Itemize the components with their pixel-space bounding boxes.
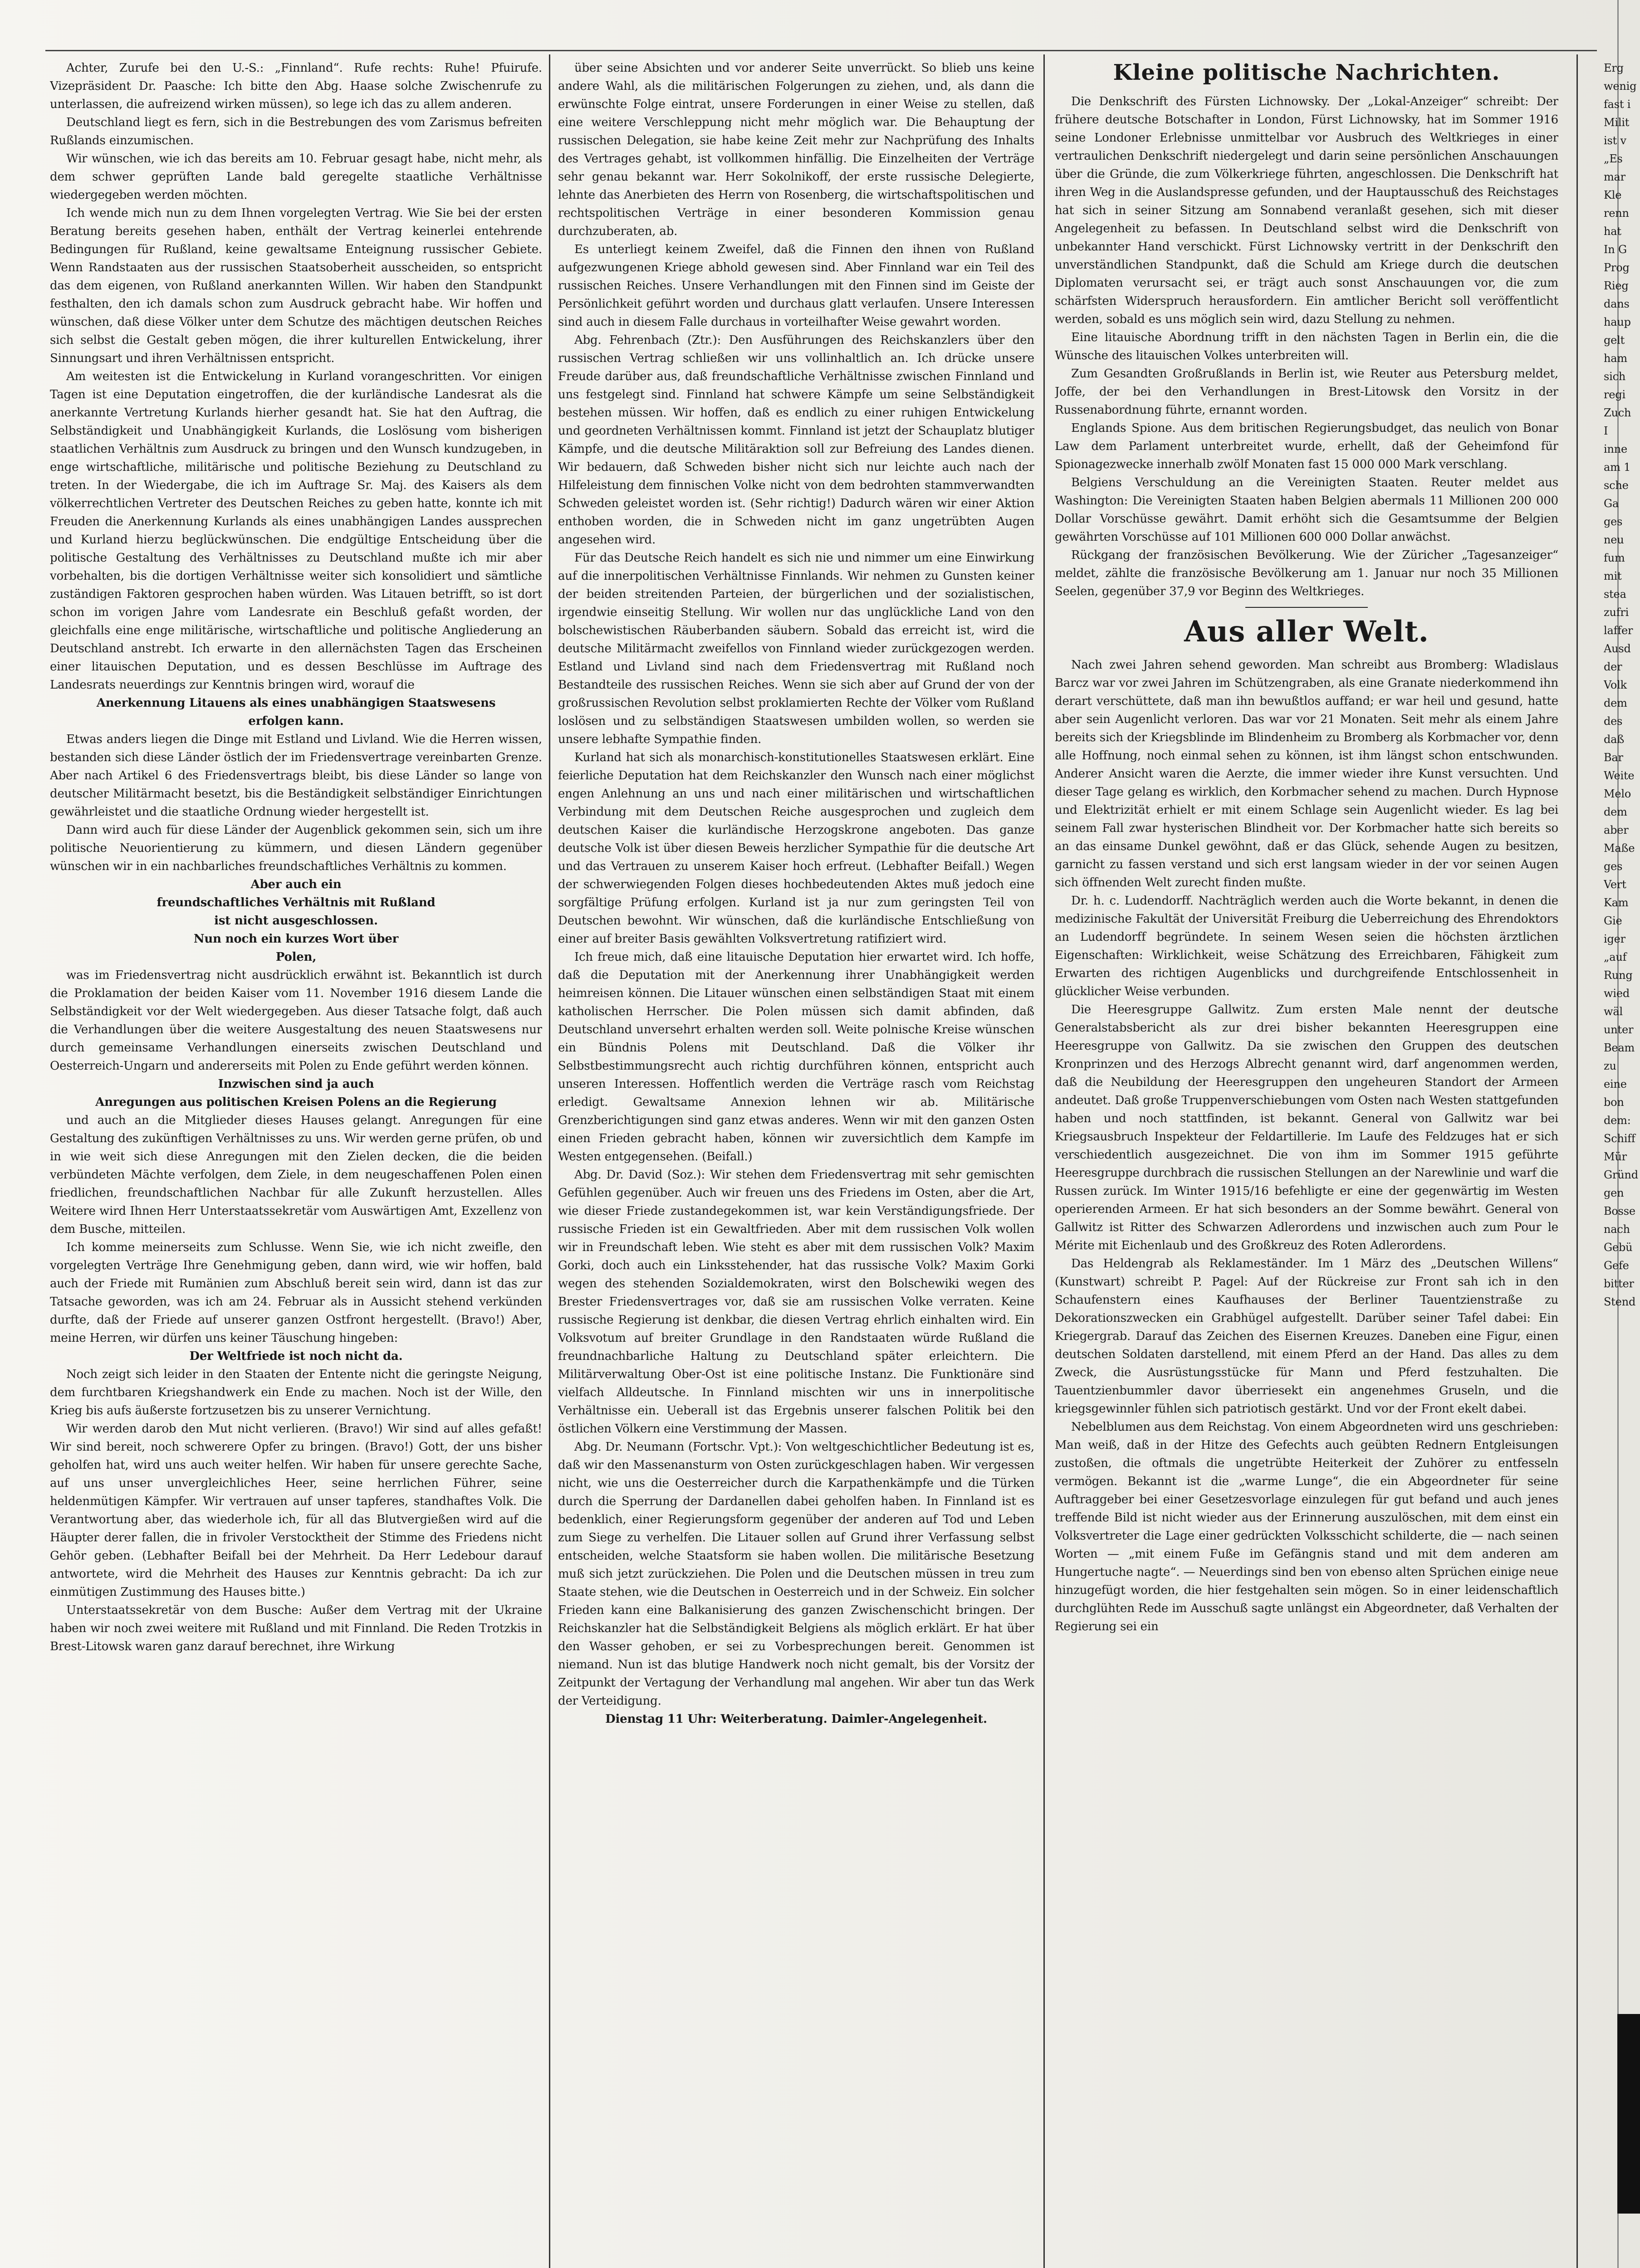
article-paragraph: Dienstag 11 Uhr: Weiterberatung. Daimler-Angelegenheit. <box>605 1712 987 1726</box>
cut-line-fragment: mit <box>1604 570 1622 582</box>
cut-line-fragment: renn <box>1604 207 1629 220</box>
cut-line-fragment: Kam <box>1604 896 1629 909</box>
article-paragraph: Abg. Dr. Neumann (Fortschr. Vpt.): Von weltgeschichtlicher Bedeutung ist es, daß wir den Massenansturm von Osten zurückgeschlagen haben. Wir vergessen nicht, wie uns die Oesterreicher durch die Karpathenkämpfe und die Türken durch die Sperrung der Dardanellen dabei geholfen haben. In Finnland ist es bedenklich, einer Regierungsform gegenüber der anderen auf Tod und Leben zum Siege zu verhelfen. Die Litauer sollen auf Grund ihrer Verfassung selbst entscheiden, welche Staatsform sie haben wollen. Die militärische Besetzung muß sich jetzt zurückziehen. Die Polen und die Deutschen müssen in treu zum Staate stehen, wie die Deutschen in Oesterreich und in der Schweiz. Ein solcher Frieden kann eine Balkanisierung des ganzen Zwischenschicht bringen. Der Reichskanzler hat die Selbständigkeit Belgiens als möglich erklärt. Er hat über den Wasser gehoben, er sei zu Vorbesprechungen bereit. Genommen ist niemand. Nun ist das blutige Handwerk noch nicht gemalt, bis der Vorsitz der Zeitpunkt der Vertagung der Verhandlung mal angehen. Wir aber tun das Werk der Verteidigung. <box>558 1440 1034 1708</box>
news-item: Die Denkschrift des Fürsten Lichnowsky. Der „Lokal-Anzeiger“ schreibt: Der frühere deutsche Botschafter in London, Fürst Lichnowsky, hat im Sommer 1916 seine Londoner Erlebnisse unmittelbar vor Ausbruch des Weltkrieges in einer vertraulichen Denkschrift niedergelegt und darin seine persönlichen Anschauungen über die Gründe, die zum Völkerkriege führten, angeschlossen. Die Denkschrift hat ihren Weg in die Auslandspresse gefunden, und der Hauptausschuß des Reichstages hat sich in seiner Sitzung am Sonnabend veranlaßt gesehen, sich mit dieser Angelegenheit zu befassen. In Deutschland selbst wird die Denkschrift von unbekannter Hand verschickt. Fürst Lichnowsky vertritt in der Denkschrift den unverständlichen Standpunkt, daß die Schuld am Kriege durch die deutschen Diplomaten verursacht sei, er trägt auch sonst Anschauungen vor, die zum schärfsten Widerspruch herausfordern. Ein amtlicher Bericht soll veröffentlicht werden, sobald es uns möglich sein wird, dazu Stellung zu nehmen. <box>1055 95 1558 326</box>
cut-line-fragment: dem <box>1604 806 1627 818</box>
cut-line-fragment: fast i <box>1604 98 1631 111</box>
news-item: Nebelblumen aus dem Reichstag. Von einem Abgeordneten wird uns geschrieben: Man weiß, daß in der Hitze des Gefechts auch geübten Rednern Entgleisungen zustoßen, die oftmals die ungetrübte Heiterkeit der Zuhörer zu entfesseln vermögen. Bekannt ist die „warme Lunge“, die ein Abgeordneter für seine Auftraggeber bei einer Gesetzesvorlage einzulegen für gut befand und auch jenes treffende Bild ist nicht wieder aus der Erinnerung auszulöschen, mit dem einst ein Volksvertreter die Lage einer gedrückten Volksschicht schilderte, die — nach seinen Worten — „mit einem Fuße im Gefängnis stand und mit dem anderen am Hungertuche nagte“. — Neuerdings sind ben von ebenso alten Sprüchen einige neue hinzugefügt worden, die hier festgehalten sein mögen. So in einer leidenschaftlich durchglühten Rede im Ausschuß sagte unlängst ein Abgeordneter, daß Verhalten der Regierung sei ein <box>1055 1420 1558 1633</box>
section-rule <box>1245 607 1368 608</box>
column-3 <box>1055 59 1558 2268</box>
article-paragraph: Es unterliegt keinem Zweifel, daß die Finnen den ihnen von Rußland aufgezwungenen Kriege abhold gewesen sind. Aber Finnland war ein Teil des russischen Reiches. Unsere Verhandlungen mit den Finnen sind im Geiste der Persönlichkeit geführt worden und durchaus glatt verlaufen. Unsere Interessen sind auch in diesem Falle durchaus in vorteilhafter Weise gewahrt worden. <box>558 243 1034 329</box>
cut-line-fragment: In G <box>1604 243 1627 256</box>
cut-line-fragment: nach <box>1604 1223 1630 1236</box>
article-paragraph: Inzwischen sind ja auch <box>218 1077 374 1091</box>
cut-line-fragment: Erg <box>1604 62 1624 74</box>
political-news-list <box>1055 93 1558 601</box>
news-item: Nach zwei Jahren sehend geworden. Man schreibt aus Bromberg: Wladislaus Barcz war vor zwei Jahren im Schützengraben, als eine Granate niederkommend ihn derart verschüttete, daß man ihn bewußtlos auffand; er war heil und gesund, hatte aber sein Augenlicht verloren. Das war vor 21 Monaten. Seit mehr als einem Jahre bereits sich der Kriegsblinde im Blindenheim zu Bromberg als Korbmacher vor, denn alle Hoffnung, noch einmal sehen zu können, ist ihm längst schon entschwunden. Anderer Ansicht waren die Aerzte, die immer wieder ihre Kunst versuchten. Und dieser Tage gelang es wirklich, den Korbmacher sehend zu machen. Durch Hypnose und Elektrizität erhielt er mit einem Schlage sein Augenlicht wieder. Es lag bei seinem Fall zwar hysterischen Blindheit vor. Der Korbmacher hatte sich bereits so an das einsame Dunkel gewöhnt, daß er das Glück, sehende Augen zu besitzen, garnicht zu fassen verstand und sich erst langsam wieder in der vor seinen Augen sich öffnenden Welt zurecht finden mußte. <box>1055 658 1558 890</box>
article-paragraph: Etwas anders liegen die Dinge mit Estland und Livland. Wie die Herren wissen, bestanden sich diese Länder östlich der im Friedensvertrage vereinbarten Grenze. Aber nach Artikel 6 des Friedensvertrags bleibt, bis diese Länder so lange von deutscher Militärmacht besetzt, bis die Beständigkeit selbständiger Einrichtungen gewährleistet und die staatliche Ordnung wieder hergestellt ist. <box>50 733 542 819</box>
article-paragraph: Aber auch ein <box>250 878 342 891</box>
cut-line-fragment: stea <box>1604 588 1626 601</box>
cut-line-fragment: Stend <box>1604 1295 1636 1308</box>
article-paragraph: Anerkennung Litauens als eines unabhängigen Staatswesens <box>96 696 496 710</box>
article-paragraph: ist nicht ausgeschlossen. <box>214 914 378 928</box>
cut-line-fragment: Weite <box>1604 769 1635 782</box>
article-paragraph: Abg. Dr. David (Soz.): Wir stehen dem Friedensvertrag mit sehr gemischten Gefühlen gegenüber. Auch wir freuen uns des Friedens im Osten, aber die Art, wie dieser Friede zustandegekommen ist, war kein Verständigungsfriede. Der russische Frieden ist ein Gewaltfrieden. Aber mit dem russischen Volk wollen wir in Freundschaft leben. Wie steht es aber mit dem russischen Volk? Maxim Gorki, doch auch ein Linksstehender, hat das russische Volk? Maxim Gorki wegen des stehenden Sozialdemokraten, wirst den Bolschewiki wegen des Brester Friedensvertrages vor, daß sie am russischen Volke verraten. Keine russische Regierung ist denkbar, die diesen Vertrag ehrlich einhalten wird. Ein Volksvotum auf breiter Grundlage in den Randstaaten würde Rußland die freundnachbarliche Haltung zu Deutschland später erleichtern. Die Militärverwaltung Ober-Ost ist eine politische Instanz. Die Funktionäre sind vielfach Alldeutsche. In Finnland mischten wir uns in innerpolitische Verhältnisse ein. Ueberall ist das Ergebnis unserer falschen Politik bei den östlichen Völkern eine Verstimmung der Massen. <box>558 1168 1034 1436</box>
cut-line-fragment: laffer <box>1604 624 1633 637</box>
cut-line-fragment: wenig <box>1604 80 1637 93</box>
cut-line-fragment: mar <box>1604 171 1625 183</box>
world-news-list <box>1055 656 1558 1636</box>
article-paragraph: Am weitesten ist die Entwickelung in Kurland vorangeschritten. Vor einigen Tagen ist eine Deputation eingetroffen, die der kurländische Landesrat als die anerkannte Vertretung Kurlands hierher gesandt hat. Sie hat den Auftrag, die Selbständigkeit und Unabhängigkeit Kurlands, die Loslösung vom bisherigen staatlichen Verhältnis zum Ausdruck zu bringen und den Wunsch kundzugeben, in enge wirtschaftliche, militärische und politische Beziehung zu Deutschland zu treten. In der Wiedergabe, die ich im Auftrage Sr. Maj. des Kaisers als dem völkerrechtlichen Vertreter des Deutschen Reiches zu geben hatte, konnte ich mit Freuden die Anerkennung Kurlands als eines unabhängigen Landes aussprechen und Kurland hierzu beglückwünschen. Die endgültige Entscheidung über die politische Gestaltung des Verhältnisses zu Deutschland mußte ich mir aber vorbehalten, bis die dortigen Verhältnisse weiter sich konsolidiert und sämtliche zuständigen Faktoren gesprochen haben würden. Was Litauen betrifft, so ist dort schon im vorigen Jahre vom Landesrate ein Beschluß gefaßt worden, der gleichfalls eine enge militärische, wirtschaftliche und politische Angliederung an Deutschland anstrebt. Ich erwarte in den allernächsten Tagen das Erscheinen einer litauischen Deputation, und es dessen Beschlüsse im Auftrage des Landesrats neuerdings zur Kenntnis bringen wird, worauf die <box>50 370 542 692</box>
cut-line-fragment: Gie <box>1604 914 1622 927</box>
article-paragraph: Ich wende mich nun zu dem Ihnen vorgelegten Vertrag. Wie Sie bei der ersten Beratung bereits gesehen haben, enthält der Vertrag keinerlei entehrende Bedingungen für Rußland, keine gewaltsame Enteignung russischer Gebiete. Wenn Randstaaten aus der russischen Staatsoberheit ausscheiden, so entspricht das dem eigenen, von Rußland anerkannten Willen. Wir haben den Standpunkt festhalten, den ich damals schon zum Ausdruck gebracht habe. Wir hoffen und wünschen, daß diese Völker unter dem Schutze des mächtigen deutschen Reiches sich selbst die Gestalt geben mögen, die ihrer kulturellen Entwickelung, ihrer Sinnungsart und ihren Verhältnissen entspricht. <box>50 206 542 365</box>
cut-line-fragment: Gebü <box>1604 1241 1633 1254</box>
article-paragraph: Anregungen aus politischen Kreisen Polens an die Regierung <box>95 1095 497 1109</box>
news-item: Rückgang der französischen Bevölkerung. Wie der Züricher „Tagesanzeiger“ meldet, zählte die französische Bevölkerung am 1. Januar nur noch 35 Millionen Seelen, gegenüber 37,9 vor Beginn des Weltkrieges. <box>1055 548 1558 598</box>
article-paragraph: Noch zeigt sich leider in den Staaten der Entente nicht die geringste Neigung, dem furchtbaren Kriegshandwerk ein Ende zu machen. Noch ist der Wille, den Krieg bis aufs äußerste fortzusetzen bis zu unserer Vernichtung. <box>50 1368 542 1418</box>
article-paragraph: Ich freue mich, daß eine litauische Deputation hier erwartet wird. Ich hoffe, daß die Deputation mit der Anerkennung ihrer Unabhängigkeit werden heimreisen können. Die Litauer wünschen einen selbständigen Staat mit einem katholischen Herrscher. Die Polen müssen sich damit abfinden, daß Deutschland unversehrt erhalten werden soll. Weite polnische Kreise wünschen ein Bündnis Polens mit Deutschland. Daß die Völker ihr Selbstbestimmungsrecht auch richtig durchführen können, entspricht auch unseren Interessen. Hoffentlich werden die Verträge rasch vom Reichstag erledigt. Gewaltsame Annexion lehnen wir ab. Militärische Grenzberichtigungen sind ganz etwas anderes. Wenn wir mit den ganzen Osten einen Frieden gebracht haben, können wir zuversichtlich dem Kampfe im Westen entgegensehen. (Beifall.) <box>558 950 1034 1163</box>
cut-line-fragment: Melo <box>1604 787 1631 800</box>
heading-kleine-politische-nachrichten: Kleine politische Nachrichten. <box>1113 60 1500 85</box>
cut-line-fragment: ham <box>1604 352 1627 365</box>
news-item: Zum Gesandten Großrußlands in Berlin ist, wie Reuter aus Petersburg meldet, Joffe, der bei den Verhandlungen in Brest-Litowsk den Vorsitz in der Russenabordnung führte, ernannt worden. <box>1055 367 1558 417</box>
cut-line-fragment: dem <box>1604 697 1627 709</box>
article-paragraph: Für das Deutsche Reich handelt es sich nie und nimmer um eine Einwirkung auf die innerpolitischen Verhältnisse Finnlands. Wir nehmen zu Gunsten keiner der beiden streitenden Parteien, der bürgerlichen und der sozialistischen, irgendwie einseitig Stellung. Wir wollen nur das unglückliche Land von den bolschewistischen Räuberbanden säubern. Sobald das erreicht ist, wird die deutsche Militärmacht zweifellos von Finnland wieder zurückgezogen werden. Estland und Livland sind nach dem Friedensvertrag mit Rußland noch Bestandteile des russischen Reiches. Wenn sie sich aber auf Grund der von der großrussischen Revolution selbst proklamierten Rechte der Völker vom Rußland loslösen und zu selbständigen Staatswesen umbilden wollen, so werden sie unsere lebhafte Sympathie finden. <box>558 551 1034 746</box>
article-paragraph: freundschaftliches Verhältnis mit Rußland <box>157 896 436 909</box>
article-paragraph: erfolgen kann. <box>248 714 344 728</box>
article-paragraph: Der Weltfriede ist noch nicht da. <box>189 1349 403 1363</box>
cut-line-fragment: gen <box>1604 1187 1624 1199</box>
cut-line-fragment: unter <box>1604 1023 1634 1036</box>
cut-line-fragment: Mür <box>1604 1150 1627 1163</box>
cut-line-fragment: Beam <box>1604 1041 1635 1054</box>
cut-line-fragment: des <box>1604 715 1623 728</box>
cut-line-fragment: am 1 <box>1604 461 1631 474</box>
cut-line-fragment: eine <box>1604 1078 1627 1090</box>
cut-line-fragment: bitter <box>1604 1277 1634 1290</box>
cut-line-fragment: Ausd <box>1604 642 1631 655</box>
cut-line-fragment: Maße <box>1604 842 1635 855</box>
cut-line-fragment: aber <box>1604 824 1629 836</box>
cut-line-fragment: inne <box>1604 443 1627 455</box>
cut-line-fragment: Schiff <box>1604 1132 1635 1145</box>
cut-line-fragment: Milit <box>1604 116 1630 129</box>
news-item: Belgiens Verschuldung an die Vereinigten Staaten. Reuter meldet aus Washington: Die Vereinigten Staaten haben Belgien abermals 11 Millionen 200 000 Dollar Vorschüsse gewährt. Damit erhöht sich die Gesamtsumme der Belgien gewährten Vorschüsse auf 101 Millionen 600 000 Dollar anwächst. <box>1055 476 1558 544</box>
cut-line-fragment: Rieg <box>1604 279 1629 292</box>
column-divider <box>1043 54 1045 2268</box>
cut-line-fragment: Gefe <box>1604 1259 1629 1272</box>
article-paragraph: über seine Absichten und vor anderer Seite unverrückt. So blieb uns keine andere Wahl, als die militärischen Folgerungen zu ziehen, und, als dann die erwünschte Folge eintrat, unsere Forderungen in einer Weise zu stellen, daß eine weitere Verschleppung nicht mehr möglich war. Die Behauptung der russischen Delegation, sie habe keine Zeit mehr zur Nachprüfung des Inhalts des Vertrages gehabt, ist vollkommen hinfällig. Die Einzelheiten der Verträge sehr genau bekannt war. Herr Sokolnikoff, der erste russische Delegierte, lehnte das Anerbieten des Herrn von Rosenberg, die wirtschaftspolitischen und rechtspolitischen Verträge in einer besonderen Kommission genau durchzuberaten, ab. <box>558 61 1034 238</box>
article-paragraph: Ich komme meinerseits zum Schlusse. Wenn Sie, wie ich nicht zweifle, den vorgelegten Verträge Ihre Genehmigung geben, dann wird, wie wir hoffen, bald auch der Friede mit Rumänien zum Abschluß bereit sein wird, dann ist das zur Tatsache geworden, was ich am 24. Februar als in Aussicht stehend verkünden durfte, daß der Friede auf unserer ganzen Ostfront hergestellt. (Bravo!) Aber, meine Herren, wir dürfen uns keiner Täuschung hingeben: <box>50 1241 542 1345</box>
article-paragraph: Dann wird auch für diese Länder der Augenblick gekommen sein, sich um ihre politische Neuorientierung zu kümmern, und diesen Ländern gegenüber wünschen wir in ein nachbarliches freundschaftliches Verhältnis zu kommen. <box>50 823 542 873</box>
cut-line-fragment: sich <box>1604 370 1626 383</box>
column-2 <box>558 59 1034 2268</box>
news-item: Eine litauische Abordnung trifft in den nächsten Tagen in Berlin ein, die die Wünsche des litauischen Volkes unterbreiten will. <box>1055 331 1558 362</box>
cut-line-fragment: dans <box>1604 298 1630 310</box>
article-paragraph: Polen, <box>275 950 317 964</box>
cut-line-fragment: ges <box>1604 515 1623 528</box>
black-advert-box <box>1617 2014 1640 2214</box>
cut-line-fragment: regi <box>1604 388 1625 401</box>
article-paragraph: was im Friedensvertrag nicht ausdrücklich erwähnt ist. Bekanntlich ist durch die Proklamation der beiden Kaiser vom 11. November 1916 diesem Lande die Selbständigkeit vor der Welt wiedergegeben. Aus dieser Tatsache folgt, daß auch die Verhandlungen über die weitere Ausgestaltung des neuen Staatswesens nur durch gemeinsame Verhandlungen einerseits zwischen Deutschland und Oesterreich-Ungarn und andererseits mit Polen zu Ende geführt werden können. <box>50 968 542 1073</box>
cut-line-fragment: hat <box>1604 225 1621 238</box>
news-item: Dr. h. c. Ludendorff. Nachträglich werden auch die Worte bekannt, in denen die medizinische Fakultät der Universität Freiburg die Ueberreichung des Ehrendoktors an Ludendorff begründete. In seinem Wesen seien die höchsten ärztlichen Eigenschaften: Wirklichkeit, weise Schätzung des Erreichbaren, Fähigkeit zum Erwarten des richtigen Augenblicks und durchgreifende Entschlossenheit in glücklicher Weise verbunden. <box>1055 894 1558 998</box>
news-item: Die Heeresgruppe Gallwitz. Zum ersten Male nennt der deutsche Generalstabsbericht als zur drei bisher bekannten Heeresgruppen eine Heeresgruppe von Gallwitz. Da sie zwischen den Gruppen des deutschen Kronprinzen und des Herzogs Albrecht genannt wird, darf angenommen werden, daß die Neubildung der Heeresgruppen den ungeheuren Standort der Armeen andeutet. Daß große Truppenverschiebungen vom Osten nach Westen stattgefunden haben und noch stattfinden, ist bekannt. General von Gallwitz war bei Kriegsausbruch Inspekteur der Feldartillerie. Im Laufe des Feldzuges hat er sich verschiedentlich ausgezeichnet. Die von ihm im Sommer 1915 geführte Heeresgruppe durchbrach die russischen Stellungen an der Narewlinie und warf die Russen zurück. Im Winter 1915/16 befehligte er eine der gegenwärtig im Westen operierenden Armeen. Er hat sich besonders an der Somme bewährt. General von Gallwitz ist Ritter des Schwarzen Adlerordens und inzwischen auch zum Pour le Mérite mit Eichenlaub und des Großkreuz des Roten Adlerordens. <box>1055 1003 1558 1252</box>
top-rule <box>45 50 1597 51</box>
cut-line-fragment: wied <box>1604 987 1630 1000</box>
article-paragraph: und auch an die Mitglieder dieses Hauses gelangt. Anregungen für eine Gestaltung des zukünftigen Verhältnisses zu uns. Wir werden gerne prüfen, ob und in wie weit sich diese Anregungen mit den Zielen decken, die die beiden verbündeten Mächte verfolgen, dem Ziele, in dem neugeschaffenen Polen einen friedlichen, freundschaftlichen Nachbar für alle Zukunft herzustellen. Alles Weitere wird Ihnen Herr Unterstaatssekretär vom Auswärtigen Amt, Exzellenz von dem Busche, mitteilen. <box>50 1114 542 1236</box>
column-divider <box>549 54 550 2268</box>
cut-line-fragment: sche <box>1604 479 1629 492</box>
cut-line-fragment: daß <box>1604 733 1625 746</box>
cut-line-fragment: iger <box>1604 933 1625 945</box>
news-item: Das Heldengrab als Reklameständer. Im 1 März des „Deutschen Willens“ (Kunstwart) schreibt P. Pagel: Auf der Rückreise zur Front sah ich in den Schaufenstern eines Kaufhauses der Berliner Tauentzienstraße zu Dekorationszwecken ein Grabhügel aufgestellt. Darüber seiner Tafel dabei: Ein Kriegergrab. Darauf das Zeichen des Eisernen Kreuzes. Daneben eine Figur, einen deutschen Soldaten darstellend, mit einem Pferd an der Hand. Das alles zu dem Zweck, die Ausrüstungsstücke für Mann und Pferd festzuhalten. Die Tauentzienbummler davor überriesekt ein angenehmes Gruseln, und die kriegsgewinnler fühlen sich patriotisch gestärkt. Und vor der Front ekelt dabei. <box>1055 1257 1558 1416</box>
cut-line-fragment: „auf <box>1604 951 1627 963</box>
cut-line-fragment: „Es <box>1604 152 1623 165</box>
cut-line-fragment: I <box>1604 425 1608 437</box>
article-paragraph: Wir werden darob den Mut nicht verlieren. (Bravo!) Wir sind auf alles gefaßt! Wir sind bereit, noch schwerere Opfer zu bringen. (Bravo!) Gott, der uns bisher geholfen hat, wird uns auch weiter helfen. Wir haben für unsere gerechte Sache, auf uns unser unvergleichliches Heer, seine herrlichen Führer, seine heldenmütigen Kämpfer. Wir vertrauen auf unser tapferes, standhaftes Volk. Die Verantwortung aber, das wiederhole ich, für all das Blutvergießen wird auf die Häupter derer fallen, die in frivoler Verstocktheit der Stimme des Friedens nicht Gehör geben. (Lebhafter Beifall bei der Mehrheit. Da Herr Ledebour darauf antwortete, wird die Mehrheit des Hauses zur Kenntnis gebracht: Da ich zur einmütigen Zustimmung des Hauses bitte.) <box>50 1422 542 1599</box>
cut-line-fragment: Gründ <box>1604 1168 1638 1181</box>
column-divider <box>1576 54 1578 2268</box>
cut-line-fragment: Kle <box>1604 189 1622 201</box>
article-paragraph: Wir wünschen, wie ich das bereits am 10. Februar gesagt habe, nicht mehr, als dem schwer geprüften Lande bald geregelte staatliche Verhältnisse wiedergegeben werden möchten. <box>50 152 542 202</box>
cut-line-fragment: Bosse <box>1604 1205 1635 1217</box>
article-paragraph: Kurland hat sich als monarchisch-konstitutionelles Staatswesen erklärt. Eine feierliche Deputation hat dem Reichskanzler den Wunsch nach einer möglichst engen Anlehnung an uns und nach einer militärischen und wirtschaftlichen Verbindung mit dem Deutschen Reiche ausgesprochen und zugleich dem deutschen Kaiser die kurländische Herzogskrone angeboten. Das ganze deutsche Volk ist über diesen Beweis herzlicher Sympathie für die deutsche Art und das Vertrauen zu unserem Kaiser hoch erfreut. (Lebhafter Beifall.) Wegen der schwerwiegenden Folgen dieses hochbedeutenden Aktes muß jedoch eine sorgfältige Prüfung erfolgen. Kurland ist ja nur zum geringsten Teil von Deutschen bewohnt. Wir wünschen, daß die kurländische Entschließung von einer auf breiter Basis gewählten Volksvertretung ratifiziert wird. <box>558 751 1034 946</box>
cut-line-fragment: Prog <box>1604 261 1630 274</box>
cut-line-fragment: Volk <box>1604 679 1627 691</box>
cut-line-fragment: zu <box>1604 1060 1616 1072</box>
column-1 <box>50 59 542 2268</box>
cut-line-fragment: fum <box>1604 552 1625 564</box>
article-paragraph: Abg. Fehrenbach (Ztr.): Den Ausführungen des Reichskanzlers über den russischen Vertrag schließen wir uns vollinhaltlich an. Ich drücke unsere Freude darüber aus, daß freundschaftliche Verhältnisse zwischen Finnland und uns festgelegt sind. Finnland hat schwere Kämpfe um seine Selbständigkeit bestehen müssen. Wir hoffen, daß es endlich zu einer ruhigen Entwickelung und geordneten Verhältnissen kommt. Finnland ist jetzt der Schauplatz blutiger Kämpfe, und die deutsche Militäraktion soll zur Befreiung des Landes dienen. Wir bedauern, daß Schweden bisher nicht sich nur leichte auch nach der Hilfeleistung dem finnischen Volke nicht von dem bedrohten stammverwandten Schweden geleistet worden ist. (Sehr richtig!) Dadurch wären wir einer Aktion enthoben worden, die in Schweden nicht im ganz ungetrübten Augen angesehen wird. <box>558 333 1034 547</box>
cut-line-fragment: gelt <box>1604 334 1625 347</box>
article-paragraph: Achter, Zurufe bei den U.-S.: „Finnland“. Rufe rechts: Ruhe! Pfuirufe. Vizepräsident Dr. Paasche: Ich bitte den Abg. Haase solche Zwischenrufe zu unterlassen, die aufreizend wirken müssen), so lege ich das zu allem anderen. <box>50 61 542 111</box>
article-paragraph: Unterstaatssekretär von dem Busche: Außer dem Vertrag mit der Ukraine haben wir noch zwei weitere mit Rußland und mit Finnland. Die Reden Trotzkis in Brest-Litowsk waren ganz darauf berechnet, ihre Wirkung <box>50 1603 542 1653</box>
cut-line-fragment: dem: <box>1604 1114 1631 1127</box>
cut-line-fragment: haup <box>1604 316 1631 328</box>
article-paragraph: Deutschland liegt es fern, sich in die Bestrebungen des vom Zarismus befreiten Rußlands einzumischen. <box>50 116 542 147</box>
cut-line-fragment: bon <box>1604 1096 1624 1109</box>
cut-line-fragment: Vert <box>1604 878 1626 891</box>
cut-line-fragment: zufri <box>1604 606 1629 619</box>
cut-line-fragment: ges <box>1604 860 1623 873</box>
article-paragraph: Nun noch ein kurzes Wort über <box>193 932 399 946</box>
cut-line-fragment: der <box>1604 660 1622 673</box>
cut-line-fragment: Zuch <box>1604 406 1631 419</box>
heading-aus-aller-welt: Aus aller Welt. <box>1184 615 1429 649</box>
news-item: Englands Spione. Aus dem britischen Regierungsbudget, das neulich von Bonar Law dem Parlament unterbreitet wurde, erhellt, daß der Geheimfond für Spionagezwecke innerhalb zwölf Monaten fast 15 000 000 Mark verschlang. <box>1055 421 1558 471</box>
cut-line-fragment: Rung <box>1604 969 1633 982</box>
cut-line-fragment: Bar <box>1604 751 1623 764</box>
cut-line-fragment: neu <box>1604 533 1624 546</box>
cut-line-fragment: wäl <box>1604 1005 1623 1018</box>
cut-line-fragment: Ga <box>1604 497 1619 510</box>
cut-line-fragment: ist v <box>1604 134 1626 147</box>
column-4-cut <box>1604 59 1640 2268</box>
